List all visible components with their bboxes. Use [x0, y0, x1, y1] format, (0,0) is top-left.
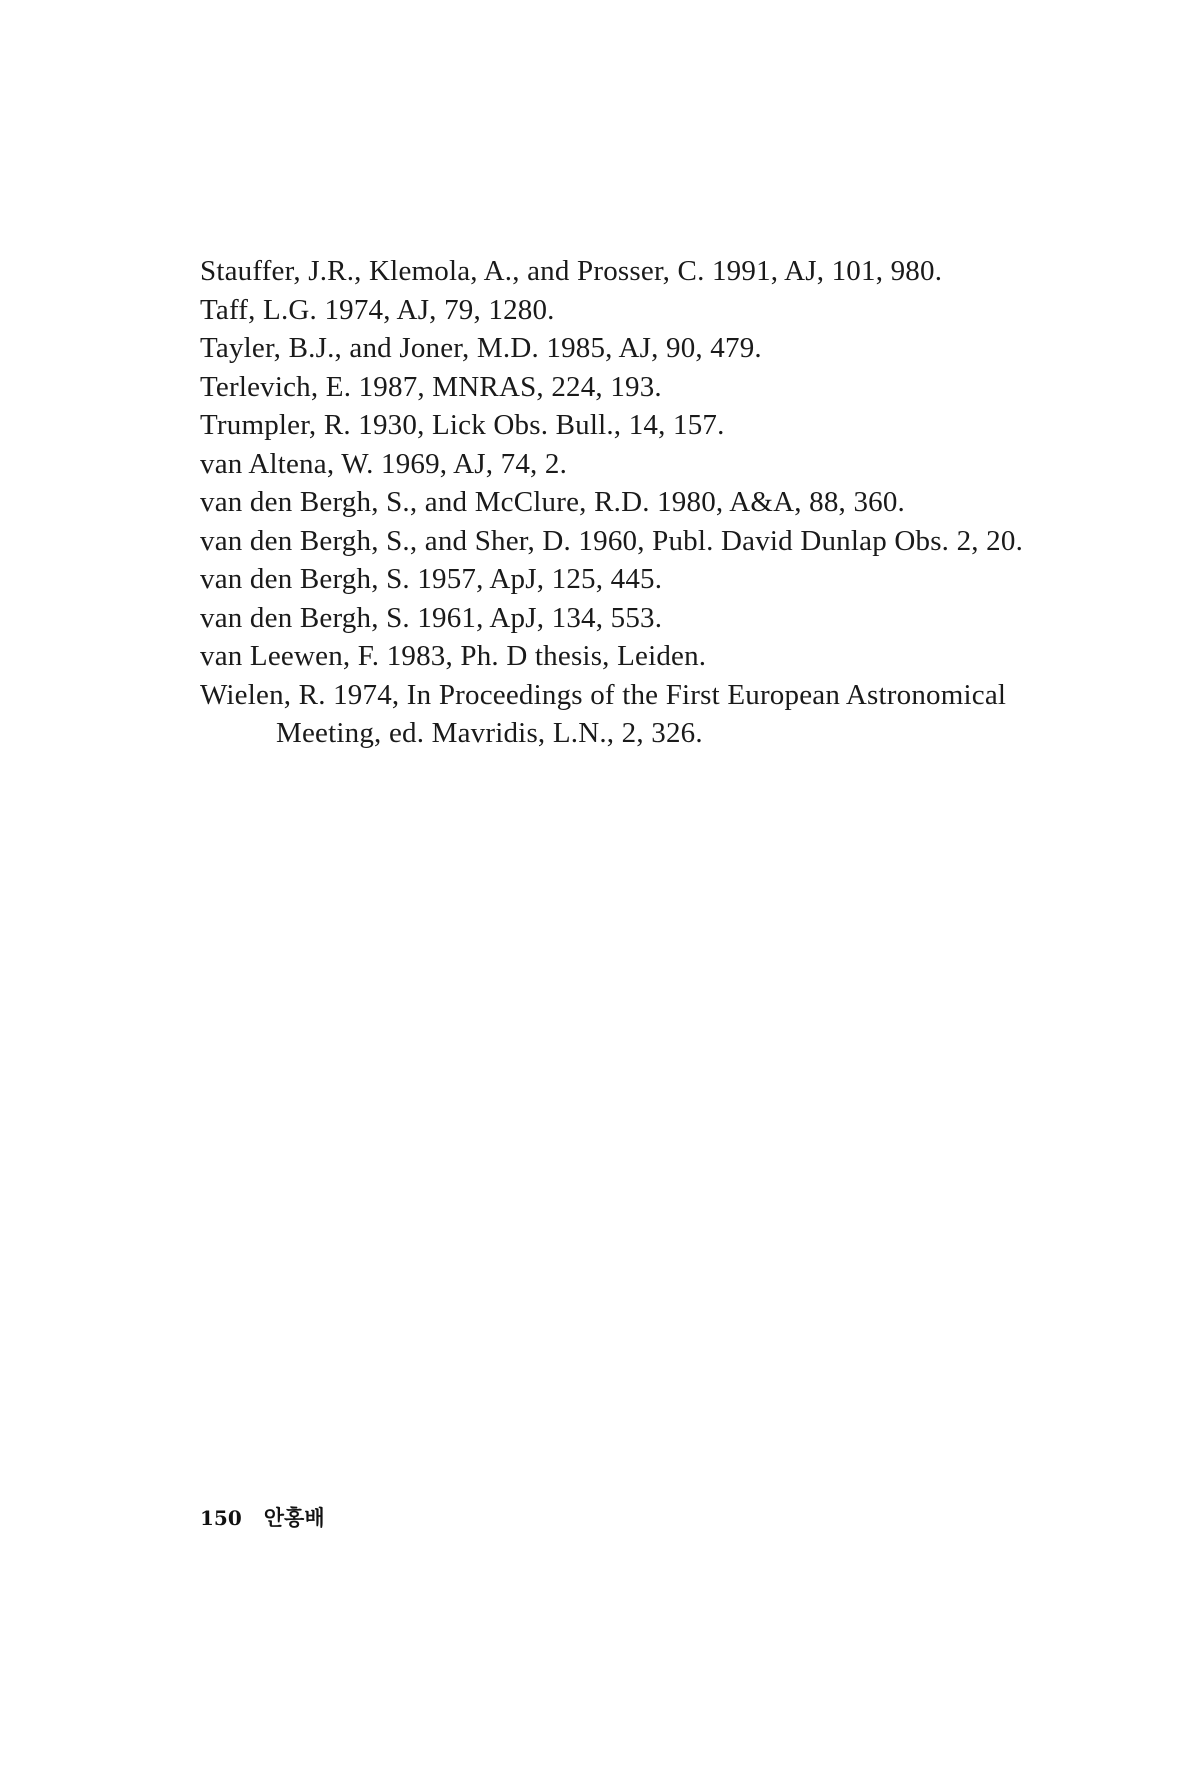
reference-entry: Wielen, R. 1974, In Proceedings of the First European Astronomical Meeting, ed. Mavridis, L.N., 2, 326. [200, 678, 1007, 749]
reference-entry: van den Bergh, S., and McClure, R.D. 1980, A&A, 88, 360. [200, 486, 906, 518]
reference-entry: Stauffer, J.R., Klemola, A., and Prosser, C. 1991, AJ, 101, 980. [200, 255, 943, 287]
page-number: 150 [200, 1506, 242, 1530]
reference-entry: van den Bergh, S., and Sher, D. 1960, Publ. David Dunlap Obs. 2, 20. [200, 524, 1024, 557]
page-footer [200, 1502, 325, 1532]
reference-entry: van den Bergh, S. 1961, ApJ, 134, 553. [200, 601, 663, 634]
reference-entry: Tayler, B.J., and Joner, M.D. 1985, AJ, 90, 479. [200, 332, 762, 364]
reference-list [200, 252, 1080, 753]
reference-entry: van den Bergh, S. 1957, ApJ, 125, 445. [200, 563, 663, 595]
reference-entry: Trumpler, R. 1930, Lick Obs. Bull., 14, 157. [200, 409, 725, 441]
reference-entry: van Leewen, F. 1983, Ph. D thesis, Leiden. [200, 640, 707, 672]
running-author: 안홍배 [263, 1506, 325, 1530]
reference-entry: Taff, L.G. 1974, AJ, 79, 1280. [200, 293, 555, 326]
reference-entry: Terlevich, E. 1987, MNRAS, 224, 193. [200, 370, 662, 403]
reference-entry: van Altena, W. 1969, AJ, 74, 2. [200, 447, 568, 480]
